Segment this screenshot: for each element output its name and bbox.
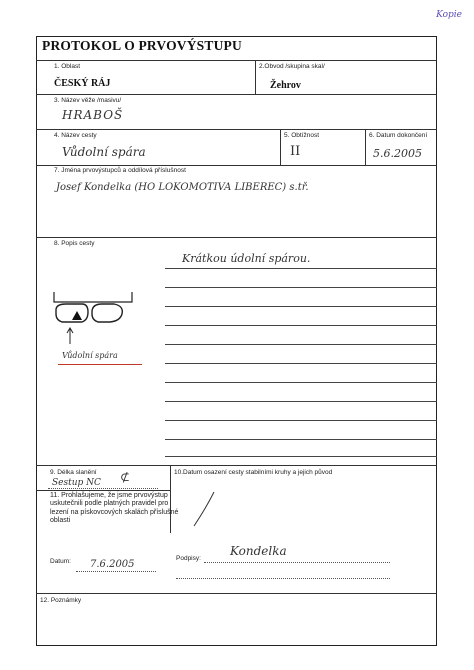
datum-dokonceni-label: 6. Datum dokončení (369, 132, 428, 139)
delka-slaneni-label: 9. Délka slanění (50, 469, 97, 476)
vez-label: 3. Název věže /masivu/ (54, 97, 122, 104)
divider (365, 129, 366, 165)
vez-value: HRABOŠ (62, 108, 124, 122)
writing-line (165, 456, 437, 457)
obtiznost-value: II (290, 144, 301, 159)
writing-line (165, 439, 437, 440)
datum-label: Datum: (50, 558, 71, 565)
obvod-label: 2.Obvod /skupina skal/ (259, 63, 325, 70)
rule (36, 237, 437, 238)
writing-line (165, 382, 437, 383)
cancel-stroke (190, 490, 220, 530)
writing-line (165, 325, 437, 326)
prvovystupci-value: Josef Kondelka (HO LOKOMOTIVA LIBEREC) s.tř. (56, 182, 309, 193)
rule (36, 593, 437, 594)
poznamky-label: 12. Poznámky (40, 597, 82, 604)
datum-dokonceni-value: 5.6.2005 (373, 147, 422, 160)
divider (280, 129, 281, 165)
writing-line (165, 306, 437, 307)
writing-line (165, 363, 437, 364)
dotted-line (76, 571, 156, 572)
obtiznost-label: 5. Obtížnost (284, 132, 320, 139)
sketch-underline (58, 364, 142, 365)
writing-line (165, 420, 437, 421)
osazeni-label: 10.Datum osazení cesty stabilními kruhy a jejich původ (174, 469, 333, 476)
cesta-value: Vůdolní spára (62, 145, 146, 159)
rule (36, 165, 437, 166)
dotted-line (48, 488, 158, 489)
page-title: PROTOKOL O PRVOVÝSTUPU (42, 38, 242, 53)
oblast-value: ČESKÝ RÁJ (54, 78, 111, 89)
writing-line (165, 287, 437, 288)
oblast-label: 1. Oblast (54, 63, 81, 70)
rule (36, 490, 170, 491)
dotted-line (176, 578, 390, 579)
kopie-stamp: Kopie (436, 10, 462, 20)
rule (36, 60, 437, 61)
popis-label: 8. Popis cesty (54, 240, 95, 247)
writing-line (165, 344, 437, 345)
sketch-caption: Vůdolní spára (62, 351, 118, 360)
divider (255, 60, 256, 94)
rule (36, 465, 437, 466)
obvod-value: Žehrov (270, 80, 301, 91)
cesta-label: 4. Název cesty (54, 132, 97, 139)
crossed-mark-icon: ⊄ (120, 470, 131, 484)
delka-slaneni-value: Sestup NC (52, 478, 101, 488)
signature: Kondelka (230, 544, 287, 558)
podpisy-label: Podpisy: (176, 555, 201, 562)
datum-value: 7.6.2005 (90, 559, 135, 570)
prohlaseni-text: 11. Prohlašujeme, že jsme prvovýstup uskutečnili podle platných pravidel pro lezení na pískovcových skalách příslušné oblasti (50, 492, 179, 524)
route-sketch (48, 290, 148, 350)
prvovystupci-label: 7. Jména prvovýstupců a oddílová příslušnost (54, 167, 186, 174)
writing-line (165, 268, 437, 269)
writing-line (165, 401, 437, 402)
rule (36, 94, 437, 95)
popis-value: Krátkou údolní spárou. (182, 252, 311, 265)
dotted-line (204, 562, 390, 563)
rule (36, 129, 437, 130)
